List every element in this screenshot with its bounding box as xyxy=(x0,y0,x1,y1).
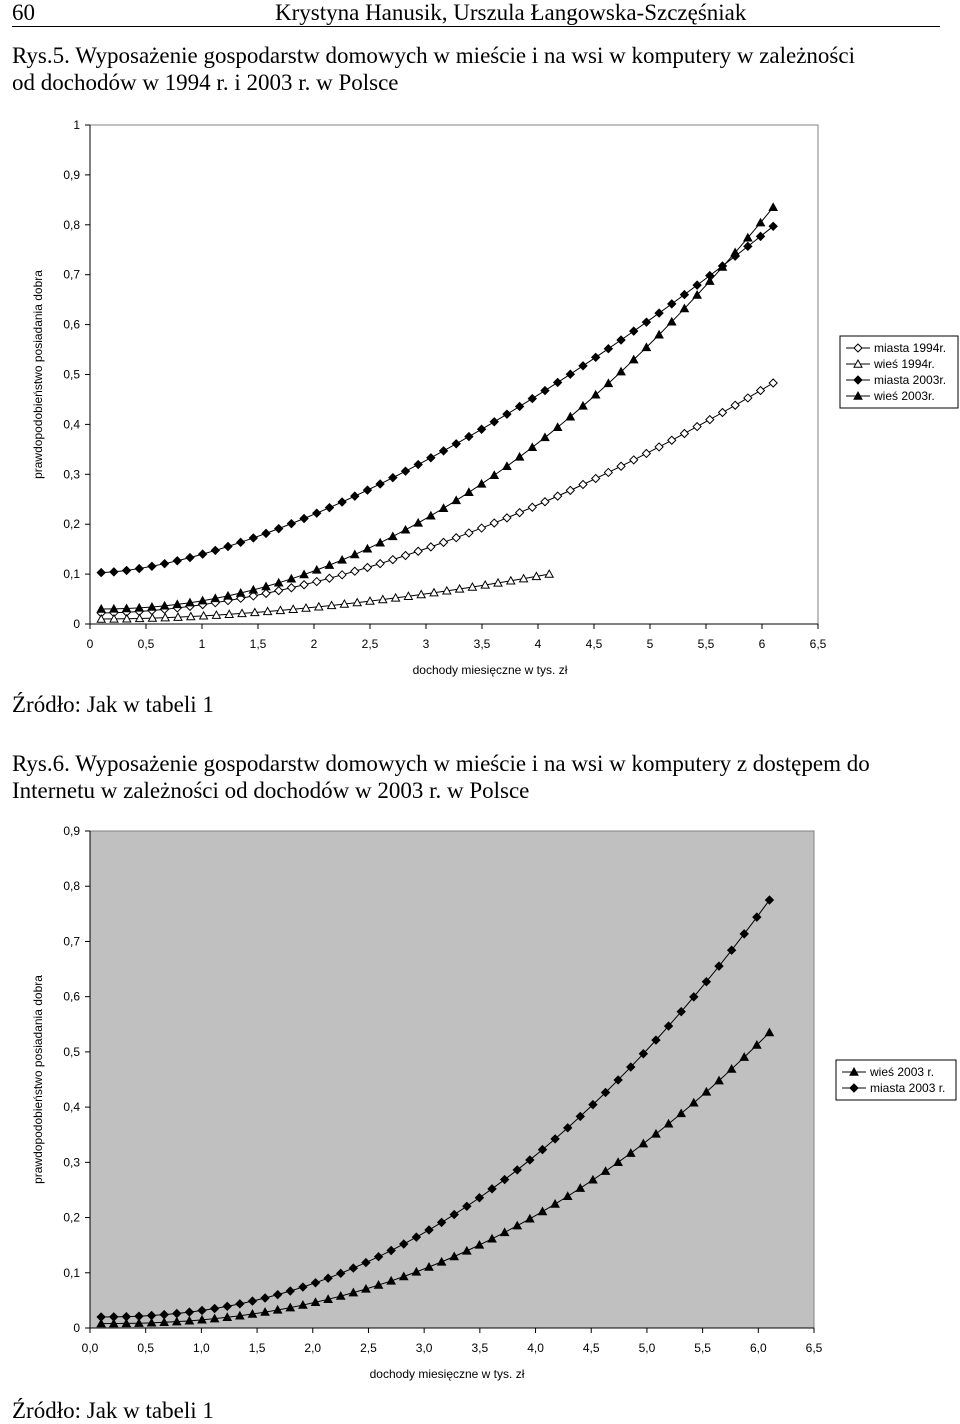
chart1-y-tick-label: 0,3 xyxy=(63,467,80,482)
chart1-y-tick-label: 0,5 xyxy=(63,367,80,382)
chart2-x-tick-label: 2,0 xyxy=(304,1341,322,1355)
chart2-x-tick-label: 5,0 xyxy=(638,1341,656,1355)
chart1-legend-label: miasta 2003r. xyxy=(874,373,947,387)
chart1-y-tick-label: 1 xyxy=(73,118,80,132)
chart1-y-tick-label: 0,8 xyxy=(63,217,80,232)
figure6-caption-line2: Internetu w zależności od dochodów w 2003 r. w Polsce xyxy=(12,778,530,803)
chart1-x-tick-label: 4 xyxy=(534,637,542,651)
chart2-x-tick-label: 3,0 xyxy=(415,1341,433,1355)
chart1-y-tick-label: 0,4 xyxy=(63,417,80,432)
chart1-x-tick-label: 3,5 xyxy=(473,637,491,651)
chart2-x-tick-label: 6,0 xyxy=(749,1341,767,1355)
page-number: 60 xyxy=(12,0,35,25)
chart1-x-tick-label: 6 xyxy=(758,637,766,651)
chart2-y-tick-label: 0,7 xyxy=(63,934,80,949)
chart1-legend xyxy=(840,336,958,408)
chart2-y-tick-label: 0,9 xyxy=(63,824,80,838)
chart2-x-tick-label: 4,0 xyxy=(527,1341,544,1355)
chart2-y-axis-label: prawdopodobieństwo posiadania dobra xyxy=(31,975,45,1184)
chart1-y-tick-label: 0,2 xyxy=(63,517,80,532)
chart2-x-tick-label: 6,5 xyxy=(805,1341,823,1355)
chart2-x-tick-label: 0,5 xyxy=(137,1341,155,1355)
chart2-x-tick-label: 2,5 xyxy=(360,1341,377,1355)
chart2-x-tick-label: 0,0 xyxy=(81,1341,99,1355)
figure6-caption-line1: Rys.6. Wyposażenie gospodarstw domowych w mieście i na wsi w komputery z dostępem do xyxy=(12,751,870,776)
chart2-legend-label: wieś 2003 r. xyxy=(870,1065,935,1079)
chart2-x-tick-label: 5,5 xyxy=(694,1341,711,1355)
chart2-x-tick-label: 4,5 xyxy=(582,1341,600,1355)
running-head-authors: Krystyna Hanusik, Urszula Łangowska-Szczęśniak xyxy=(275,0,747,25)
chart2-plot-area xyxy=(90,831,814,1328)
chart1-y-tick-label: 0,9 xyxy=(63,167,80,182)
chart1-x-tick-label: 0 xyxy=(86,637,94,651)
chart2-x-tick-label: 3,5 xyxy=(471,1341,489,1355)
chart2-y-tick-label: 0,3 xyxy=(63,1155,80,1170)
chart1-legend-label: wieś 1994r. xyxy=(874,357,935,371)
chart2-y-tick-label: 0,2 xyxy=(63,1210,80,1225)
chart1-x-tick-label: 0,5 xyxy=(137,637,155,651)
figure5-caption-line2: od dochodów w 1994 r. i 2003 r. w Polsce xyxy=(12,70,399,95)
chart2-x-tick-label: 1,5 xyxy=(248,1341,266,1355)
chart1-x-tick-label: 4,5 xyxy=(585,637,603,651)
chart1-x-tick-label: 5,5 xyxy=(697,637,715,651)
chart2-y-tick-label: 0,1 xyxy=(63,1265,80,1280)
chart2-x-tick-label: 1,0 xyxy=(193,1341,210,1355)
figure6-caption xyxy=(12,750,942,804)
chart1-x-tick-label: 1 xyxy=(198,637,206,651)
chart1-y-tick-label: 0 xyxy=(73,617,80,631)
chart2-x-axis-label: dochody miesięczne w tys. zł xyxy=(369,1367,525,1381)
page-header xyxy=(12,0,940,27)
figure6-chart xyxy=(0,815,960,1390)
chart2-y-tick-label: 0 xyxy=(73,1321,80,1335)
chart2-legend xyxy=(836,1060,956,1100)
figure5-caption xyxy=(12,42,942,96)
chart1-x-tick-label: 2,5 xyxy=(361,637,379,651)
chart2-y-tick-label: 0,5 xyxy=(63,1044,80,1059)
chart1-y-tick-label: 0,7 xyxy=(63,267,80,282)
figure5-source: Źródło: Jak w tabeli 1 xyxy=(12,692,214,717)
chart2-y-tick-label: 0,8 xyxy=(63,879,80,894)
chart1-x-tick-label: 2 xyxy=(310,637,318,651)
chart2-legend-label: miasta 2003 r. xyxy=(870,1081,946,1095)
figure6-source: Źródło: Jak w tabeli 1 xyxy=(12,1398,214,1423)
chart1-y-tick-label: 0,1 xyxy=(63,567,80,582)
chart1-x-tick-label: 1,5 xyxy=(249,637,267,651)
chart1-x-tick-label: 6,5 xyxy=(809,637,827,651)
chart1-legend-label: miasta 1994r. xyxy=(874,341,947,355)
chart1-x-axis-label: dochody miesięczne w tys. zł xyxy=(412,663,568,677)
chart1-plot-area xyxy=(90,125,818,624)
chart1-legend-label: wieś 2003r. xyxy=(874,389,935,403)
figure5-chart xyxy=(0,110,960,690)
chart1-x-tick-label: 3 xyxy=(422,637,430,651)
figure5-caption-line1: Rys.5. Wyposażenie gospodarstw domowych w mieście i na wsi w komputery w zależności xyxy=(12,43,855,68)
chart1-x-tick-label: 5 xyxy=(646,637,654,651)
chart2-y-tick-label: 0,6 xyxy=(63,989,80,1004)
chart2-y-tick-label: 0,4 xyxy=(63,1100,80,1115)
chart1-y-axis-label: prawdopodobieństwo posiadania dobra xyxy=(31,270,45,479)
chart1-y-tick-label: 0,6 xyxy=(63,317,80,332)
